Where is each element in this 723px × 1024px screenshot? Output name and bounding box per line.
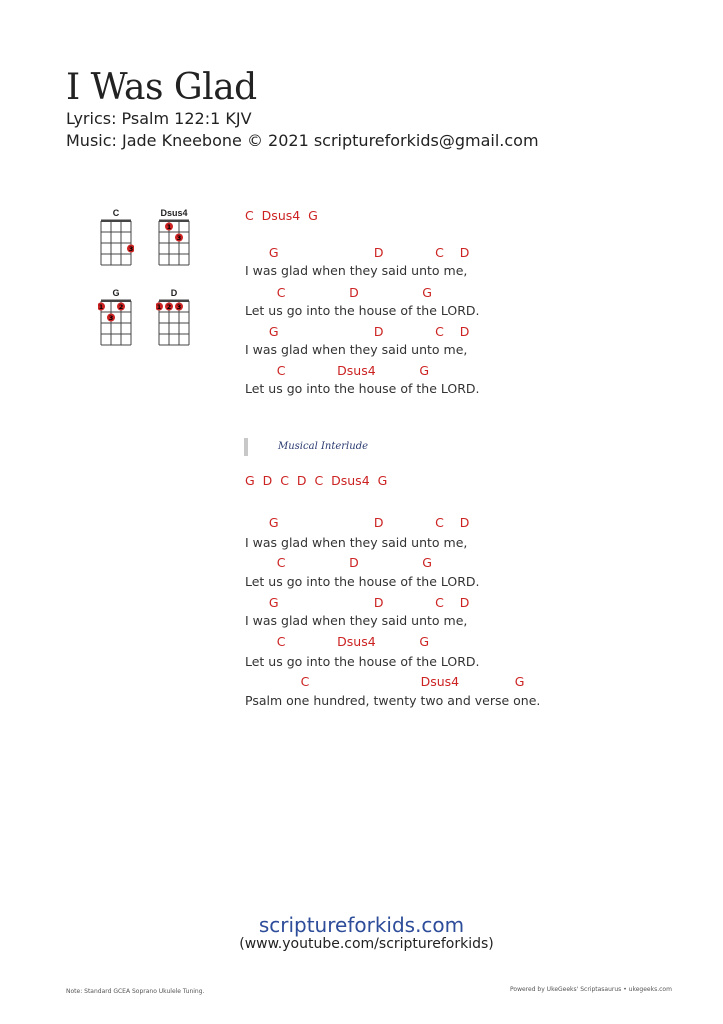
chord-line: G D C D <box>245 245 470 260</box>
chord-diagram-name: D <box>170 288 178 298</box>
chord-line: G D C D <box>245 515 470 530</box>
tuning-note: Note: Standard GCEA Soprano Ukulele Tuning. <box>66 988 205 995</box>
lyrics-credit: Lyrics: Psalm 122:1 KJV <box>66 109 252 128</box>
lyric-line: Psalm one hundred, twenty two and verse one. <box>245 693 541 708</box>
chord-line: C D G <box>245 555 432 570</box>
chord-grid <box>98 299 134 355</box>
chord-diagram-g <box>98 288 134 358</box>
nut <box>159 220 189 223</box>
chord-diagram-dsus4 <box>156 208 192 278</box>
chord-diagram-c <box>98 208 134 278</box>
interlude-chords: G D C D C Dsus4 G <box>245 473 388 488</box>
finger-number: 3 <box>128 244 134 253</box>
lyric-line: Let us go into the house of the LORD. <box>245 381 480 396</box>
lyric-line: Let us go into the house of the LORD. <box>245 654 480 669</box>
powered-by-note[interactable]: Powered by UkeGeeks' Scriptasaurus • ukegeeks.com <box>510 986 672 993</box>
interlude-marker <box>244 438 248 456</box>
lyric-line: Let us go into the house of the LORD. <box>245 574 480 589</box>
nut <box>159 300 189 303</box>
chord-line: G D C D <box>245 324 470 339</box>
lyric-line: Let us go into the house of the LORD. <box>245 303 480 318</box>
chord-diagrams-panel <box>98 208 198 358</box>
finger-number: 2 <box>166 302 172 311</box>
lyric-line: I was glad when they said unto me, <box>245 535 468 550</box>
nut <box>101 300 131 303</box>
footer-website[interactable]: scriptureforkids.com <box>258 913 465 937</box>
finger-number: 3 <box>176 233 182 242</box>
lyric-line: I was glad when they said unto me, <box>245 613 468 628</box>
lyric-line: I was glad when they said unto me, <box>245 342 468 357</box>
chord-diagram-name: C <box>112 208 120 218</box>
finger-number: 1 <box>98 302 104 311</box>
finger-number: 1 <box>156 302 162 311</box>
chord-grid <box>156 299 192 355</box>
chord-line: G D C D <box>245 595 470 610</box>
chord-diagram-name: G <box>112 288 120 298</box>
finger-number: 2 <box>118 302 124 311</box>
chord-diagram-name: Dsus4 <box>160 208 188 218</box>
song-title: I Was Glad <box>66 67 257 108</box>
intro-chords: C Dsus4 G <box>245 208 318 223</box>
chord-line: C Dsus4 G <box>245 363 430 378</box>
nut <box>101 220 131 223</box>
chord-line: C Dsus4 G <box>245 674 525 689</box>
finger-number: 1 <box>166 222 172 231</box>
interlude-label: Musical Interlude <box>278 441 369 452</box>
chord-line: C D G <box>245 285 432 300</box>
chord-line: C Dsus4 G <box>245 634 430 649</box>
lyric-line: I was glad when they said unto me, <box>245 263 468 278</box>
finger-number: 3 <box>176 302 182 311</box>
chord-diagram-d <box>156 288 192 358</box>
finger-number: 3 <box>108 313 114 322</box>
music-credit: Music: Jade Kneebone © 2021 scriptureforkids@gmail.com <box>66 131 539 150</box>
footer-youtube-link[interactable]: (www.youtube.com/scriptureforkids) <box>239 936 494 952</box>
chord-grid <box>98 219 134 275</box>
chord-grid <box>156 219 192 275</box>
